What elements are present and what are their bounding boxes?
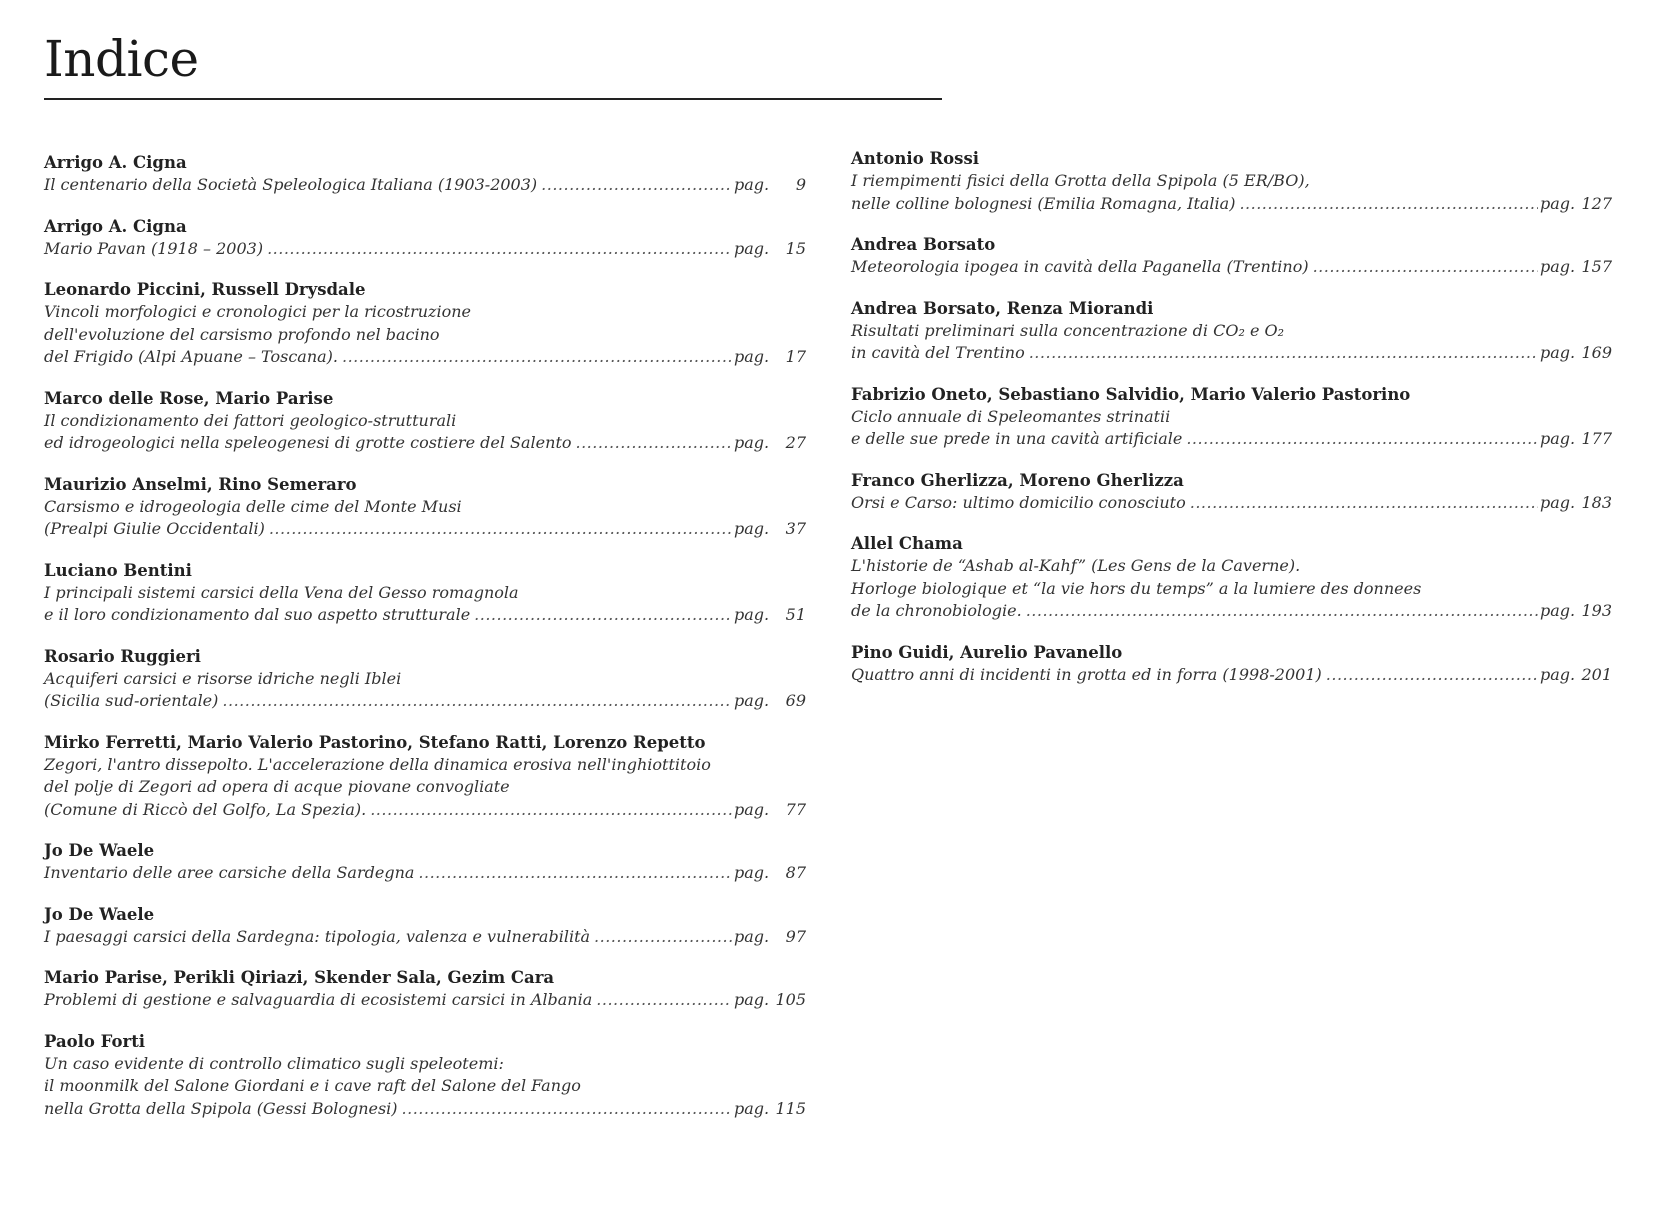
- entry-title-text: Quattro anni di incidenti in grotta ed in forra (1998-2001): [851, 664, 1322, 684]
- entry-title-text: (Sicilia sud-orientale): [44, 691, 219, 710]
- page-reference: [1540, 664, 1612, 687]
- toc-entry: [851, 384, 1612, 451]
- toc-entry: [44, 388, 806, 455]
- entry-title-text: Problemi di gestione e salvaguardia di ecosistemi carsici in Albania: [44, 990, 593, 1009]
- entry-title-text: Inventario delle aree carsiche della Sardegna: [44, 863, 415, 882]
- dot-leader: [541, 174, 732, 197]
- page-number: 9: [795, 175, 806, 194]
- toc-column-right: [851, 148, 1612, 686]
- page-reference: [1540, 342, 1612, 365]
- dot-leader: [1029, 342, 1538, 365]
- entry-authors: Maurizio Anselmi, Rino Semeraro: [44, 474, 357, 494]
- toc-entry: [851, 234, 1612, 279]
- entry-title-line: dell'evoluzione del carsismo profondo nel bacino: [44, 324, 440, 344]
- entry-title-line: Acquiferi carsici e risorse idriche negli Iblei: [44, 668, 402, 688]
- entry-title-text: (Comune di Riccò del Golfo, La Spezia).: [44, 799, 367, 819]
- dot-leader: [222, 690, 732, 713]
- dot-leader: [269, 518, 732, 541]
- page-reference: [1540, 600, 1612, 623]
- entry-title-line-with-page: [44, 432, 806, 455]
- dot-leader: [1186, 428, 1538, 451]
- entry-authors: Jo De Waele: [44, 904, 155, 924]
- entry-title-text: del Frigido (Alpi Apuane – Toscana).: [44, 347, 338, 366]
- dot-leader: [596, 989, 732, 1012]
- page-reference: [734, 1098, 806, 1121]
- pag-label: pag.: [1540, 664, 1576, 684]
- entry-title-line: Un caso evidente di controllo climatico sugli speleotemi:: [44, 1053, 504, 1073]
- entry-title-line-with-page: [44, 862, 806, 885]
- entry-authors: Paolo Forti: [44, 1031, 146, 1051]
- entry-title-line-with-page: [851, 664, 1612, 687]
- entry-title-line-with-page: [851, 193, 1612, 216]
- page-number: 37: [785, 519, 806, 538]
- page-number: 15: [785, 238, 806, 258]
- page-reference: [1540, 492, 1612, 515]
- page-number: 201: [1581, 664, 1612, 684]
- page-title: Indice: [44, 30, 199, 88]
- pag-label: pag.: [734, 926, 770, 946]
- entry-title-line: Carsismo e idrogeologia delle cime del Monte Musi: [44, 496, 462, 516]
- page-reference: [734, 604, 806, 627]
- pag-label: pag.: [734, 799, 770, 819]
- entry-title-line-with-page: [44, 518, 806, 541]
- entry-title-line-with-page: [44, 1098, 806, 1121]
- entry-title-line-with-page: [44, 989, 806, 1012]
- pag-label: pag.: [1540, 429, 1576, 448]
- page-number: 97: [785, 926, 806, 946]
- entry-title-line: I riempimenti fisici della Grotta della Spipola (5 ER/BO),: [851, 171, 1310, 190]
- page-reference: [734, 799, 806, 822]
- toc-entry: [851, 470, 1612, 515]
- entry-authors: Arrigo A. Cigna: [44, 216, 187, 236]
- pag-label: pag.: [1540, 257, 1576, 276]
- entry-title-line-with-page: [851, 492, 1612, 515]
- toc-entry: [44, 732, 806, 822]
- pag-label: pag.: [734, 691, 770, 710]
- dot-leader: [1326, 664, 1538, 687]
- page-number: 193: [1581, 601, 1612, 620]
- entry-authors: Fabrizio Oneto, Sebastiano Salvidio, Mario Valerio Pastorino: [851, 384, 1411, 404]
- page-number: 183: [1581, 492, 1612, 512]
- page-number: 27: [785, 433, 806, 452]
- pag-label: pag.: [1540, 343, 1576, 362]
- toc-entry: [851, 533, 1612, 623]
- dot-leader: [267, 238, 732, 261]
- entry-title-line-with-page: [44, 238, 806, 261]
- entry-title-text: nella Grotta della Spipola (Gessi Bolognesi): [44, 1098, 398, 1118]
- entry-title-line-with-page: [44, 926, 806, 949]
- page-reference: [734, 862, 806, 885]
- pag-label: pag.: [1540, 601, 1576, 620]
- page-number: 87: [785, 863, 806, 882]
- page-reference: [734, 690, 806, 713]
- toc-entry: [851, 642, 1612, 687]
- page-reference: [1540, 256, 1612, 279]
- dot-leader: [576, 432, 733, 455]
- page-reference: [734, 989, 806, 1012]
- dot-leader: [594, 926, 732, 949]
- toc-column-left: [44, 152, 806, 1120]
- pag-label: pag.: [734, 519, 770, 538]
- page-reference: [1540, 193, 1612, 216]
- page-number: 77: [785, 799, 806, 819]
- entry-title-text: Meteorologia ipogea in cavità della Paganella (Trentino): [851, 257, 1309, 276]
- entry-title-line-with-page: [851, 256, 1612, 279]
- entry-title-text: I paesaggi carsici della Sardegna: tipologia, valenza e vulnerabilità: [44, 926, 591, 946]
- page-number: 177: [1581, 429, 1612, 448]
- dot-leader: [1026, 600, 1538, 623]
- pag-label: pag.: [734, 175, 770, 194]
- entry-title-line: Il condizionamento dei fattori geologico-strutturali: [44, 410, 457, 430]
- entry-title-text: (Prealpi Giulie Occidentali): [44, 519, 265, 538]
- dot-leader: [418, 862, 732, 885]
- page-reference: [1540, 428, 1612, 451]
- pag-label: pag.: [734, 347, 770, 366]
- pag-label: pag.: [734, 1098, 770, 1118]
- page-number: 157: [1581, 257, 1612, 276]
- entry-title-line: il moonmilk del Salone Giordani e i cave raft del Salone del Fango: [44, 1076, 581, 1095]
- toc-entry: [44, 560, 806, 627]
- entry-title-line-with-page: [44, 690, 806, 713]
- page-reference: [734, 174, 806, 197]
- page-number: 17: [785, 347, 806, 366]
- dot-leader: [1313, 256, 1538, 279]
- entry-title-text: e il loro condizionamento dal suo aspetto strutturale: [44, 605, 471, 624]
- dot-leader: [1239, 193, 1538, 216]
- pag-label: pag.: [734, 605, 770, 624]
- toc-entry: [44, 216, 806, 261]
- entry-title-text: ed idrogeologici nella speleogenesi di grotte costiere del Salento: [44, 433, 572, 452]
- title-divider: [44, 98, 942, 100]
- dot-leader: [1190, 492, 1538, 515]
- page-number: 115: [775, 1098, 806, 1118]
- toc-entry: [44, 1031, 806, 1121]
- toc-entry: [44, 152, 806, 197]
- entry-title-line-with-page: [851, 600, 1612, 623]
- entry-authors: Antonio Rossi: [851, 149, 980, 168]
- entry-title-line: Horloge biologique et “la vie hors du temps” a la lumiere des donnees: [851, 578, 1422, 598]
- entry-title-line: L'historie de “Ashab al-Kahf” (Les Gens de la Caverne).: [851, 556, 1301, 575]
- page-number: 51: [785, 605, 806, 624]
- pag-label: pag.: [734, 863, 770, 882]
- page-number: 169: [1581, 343, 1612, 362]
- page-reference: [734, 238, 806, 261]
- page-reference: [734, 432, 806, 455]
- page-number: 127: [1581, 193, 1612, 213]
- pag-label: pag.: [1540, 193, 1576, 213]
- entry-title-line: Zegori, l'antro dissepolto. L'accelerazione della dinamica erosiva nell'inghiottitoio: [44, 754, 711, 774]
- entry-authors: Andrea Borsato, Renza Miorandi: [851, 298, 1154, 318]
- entry-title-text: de la chronobiologie.: [851, 601, 1022, 620]
- entry-title-line: Ciclo annuale di Speleomantes strinatii: [851, 406, 1171, 426]
- entry-authors: Arrigo A. Cigna: [44, 153, 187, 172]
- toc-entry: [44, 967, 806, 1012]
- entry-authors: Andrea Borsato: [851, 235, 996, 254]
- entry-authors: Pino Guidi, Aurelio Pavanello: [851, 642, 1123, 662]
- entry-title-line-with-page: [44, 174, 806, 197]
- dot-leader: [370, 799, 732, 822]
- entry-authors: Luciano Bentini: [44, 560, 192, 580]
- entry-authors: Marco delle Rose, Mario Parise: [44, 388, 334, 408]
- entry-title-line-with-page: [44, 799, 806, 822]
- entry-authors: Leonardo Piccini, Russell Drysdale: [44, 280, 366, 299]
- entry-authors: Franco Gherlizza, Moreno Gherlizza: [851, 470, 1184, 490]
- pag-label: pag.: [734, 238, 770, 258]
- dot-leader: [342, 346, 732, 369]
- entry-title-text: in cavità del Trentino: [851, 343, 1025, 362]
- entry-title-text: nelle colline bolognesi (Emilia Romagna, Italia): [851, 193, 1236, 213]
- dot-leader: [474, 604, 732, 627]
- pag-label: pag.: [1540, 492, 1576, 512]
- toc-entry: [44, 646, 806, 713]
- entry-title-line-with-page: [44, 604, 806, 627]
- toc-entry: [851, 148, 1612, 215]
- entry-title-text: Il centenario della Società Speleologica Italiana (1903-2003): [44, 175, 538, 194]
- entry-title-line: I principali sistemi carsici della Vena del Gesso romagnola: [44, 582, 519, 602]
- page-number: 105: [775, 990, 806, 1009]
- entry-authors: Allel Chama: [851, 534, 963, 553]
- toc-entry: [44, 279, 806, 369]
- page-number: 69: [785, 691, 806, 710]
- entry-title-line-with-page: [851, 428, 1612, 451]
- toc-entry: [44, 474, 806, 541]
- entry-title-text: Mario Pavan (1918 – 2003): [44, 238, 264, 258]
- page-reference: [734, 926, 806, 949]
- entry-authors: Mirko Ferretti, Mario Valerio Pastorino, Stefano Ratti, Lorenzo Repetto: [44, 732, 706, 752]
- toc-entry: [44, 904, 806, 949]
- pag-label: pag.: [734, 990, 770, 1009]
- entry-title-line: Risultati preliminari sulla concentrazione di CO₂ e O₂: [851, 320, 1285, 340]
- entry-authors: Rosario Ruggieri: [44, 646, 201, 666]
- entry-title-line: Vincoli morfologici e cronologici per la ricostruzione: [44, 302, 471, 321]
- entry-title-line: del polje di Zegori ad opera di acque piovane convogliate: [44, 777, 510, 796]
- dot-leader: [402, 1098, 732, 1121]
- entry-title-line-with-page: [851, 342, 1612, 365]
- entry-title-text: e delle sue prede in una cavità artificiale: [851, 429, 1183, 448]
- page-reference: [734, 518, 806, 541]
- entry-authors: Mario Parise, Perikli Qiriazi, Skender Sala, Gezim Cara: [44, 968, 555, 987]
- toc-entry: [851, 298, 1612, 365]
- entry-title-line-with-page: [44, 346, 806, 369]
- toc-entry: [44, 840, 806, 885]
- page-reference: [734, 346, 806, 369]
- entry-authors: Jo De Waele: [44, 841, 155, 860]
- pag-label: pag.: [734, 433, 770, 452]
- entry-title-text: Orsi e Carso: ultimo domicilio conosciuto: [851, 492, 1186, 512]
